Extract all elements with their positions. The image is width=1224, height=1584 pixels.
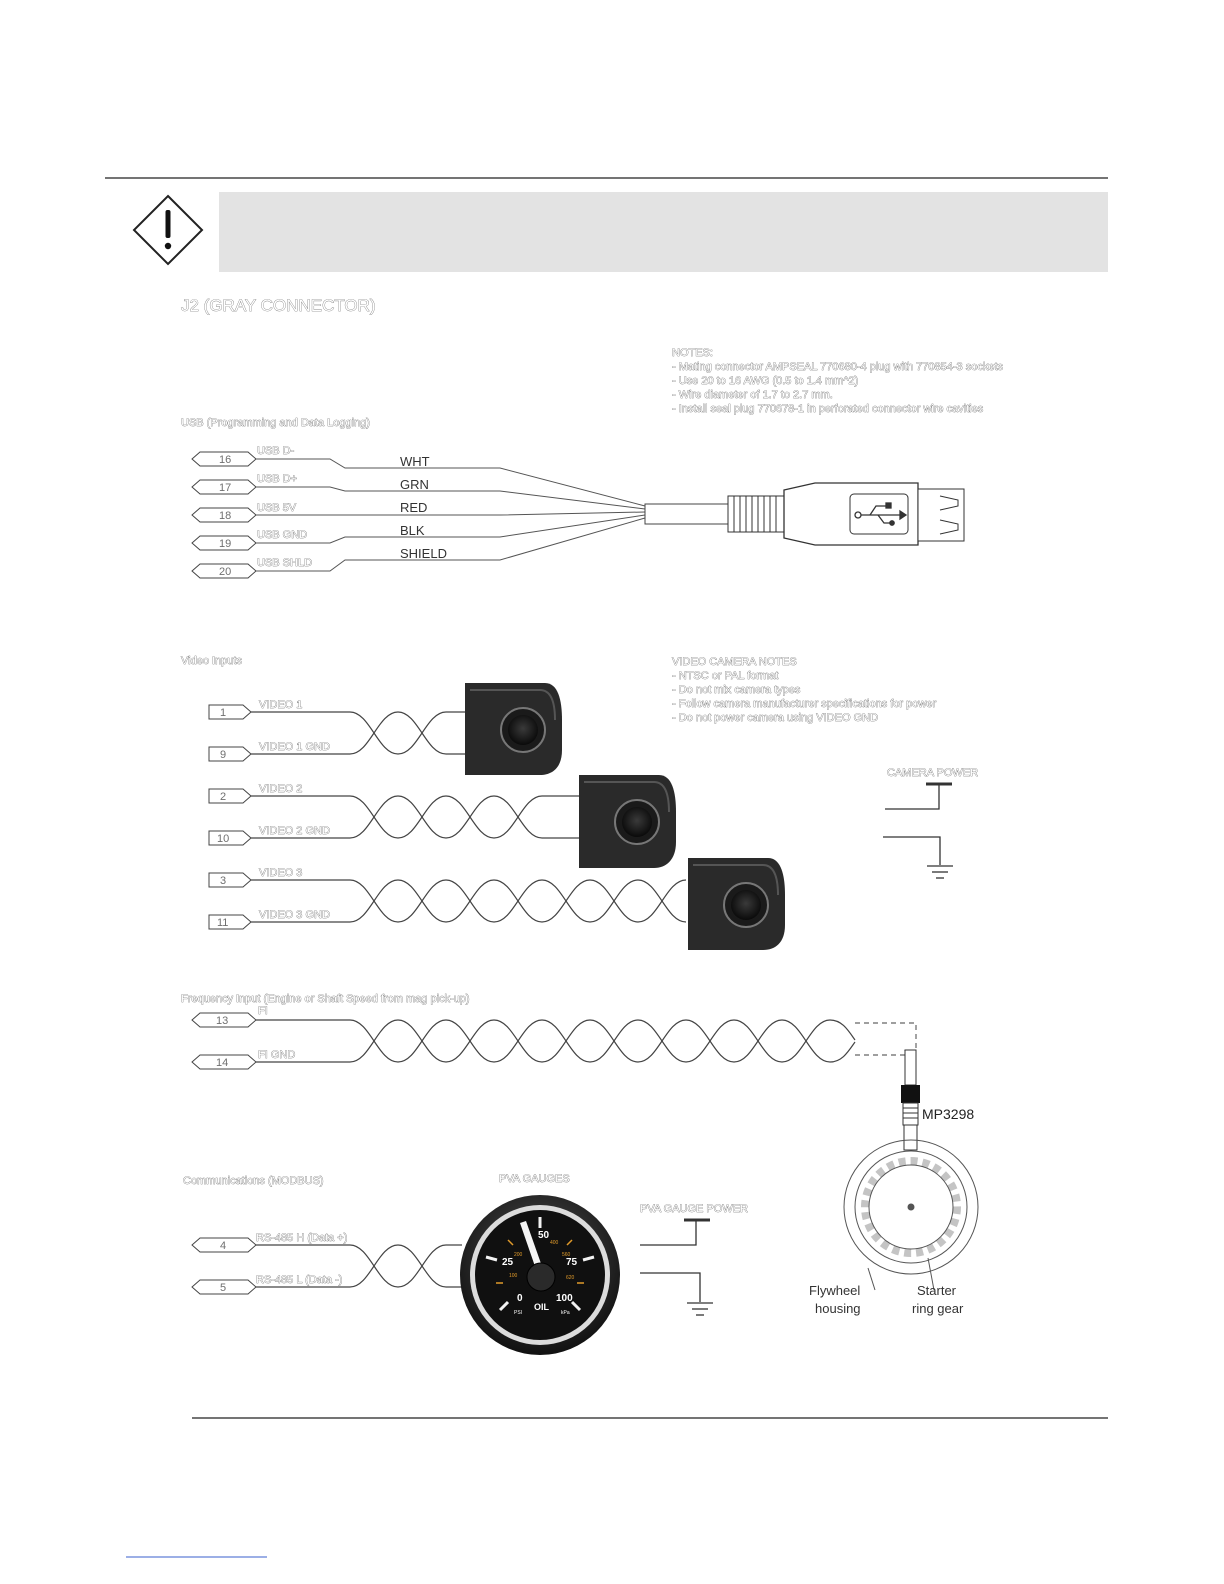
pin-label: RS-485 L (Data -) — [256, 1274, 343, 1286]
ground-icon — [883, 837, 953, 878]
video-notes — [672, 656, 936, 724]
notes-block — [672, 347, 1004, 415]
note-line: - Use 20 to 16 AWG (0.5 to 1.4 mm^2) — [672, 375, 859, 387]
pin-number: 19 — [219, 538, 232, 550]
pin-number: 14 — [216, 1057, 229, 1069]
gauge-tick-label: 100 — [556, 1293, 573, 1304]
usb-wires — [256, 459, 645, 571]
wire-color: RED — [400, 500, 428, 515]
gauge-label: OIL — [534, 1302, 549, 1312]
camera-power-label: CAMERA POWER — [887, 767, 979, 779]
pin-label: USB SHLD — [257, 557, 313, 569]
note-line: - Mating connector AMPSEAL 770680-4 plug with 770854-3 sockets — [672, 361, 1004, 373]
flywheel-label: housing — [815, 1301, 861, 1316]
mag-pickup-sensor — [901, 1050, 920, 1150]
pin-label: VIDEO 2 GND — [259, 825, 330, 837]
usb-plug — [645, 483, 964, 545]
pin-label: VIDEO 3 GND — [259, 909, 330, 921]
gauge-tick-label: 0 — [517, 1293, 523, 1304]
sensor-label: MP3298 — [922, 1106, 975, 1122]
note-line: - Install seal plug 770678-1 in perforated connector wire cavities — [672, 403, 984, 415]
frequency-section-title: Frequency Input (Engine or Shaft Speed from mag pick-up) — [181, 993, 470, 1005]
gauge-tick-label: 25 — [502, 1257, 514, 1268]
camera-2 — [579, 775, 676, 868]
pin-label: FI — [258, 1005, 268, 1017]
pin-number: 20 — [219, 566, 232, 578]
pin-number: 11 — [217, 917, 229, 929]
wire-color: WHT — [400, 454, 430, 469]
gauge-tick-label: 560 — [562, 1252, 571, 1258]
pin-number: 2 — [220, 791, 227, 803]
flywheel-gear — [844, 1140, 978, 1290]
pin-label: FI GND — [258, 1049, 296, 1061]
pin-label: USB D+ — [257, 473, 298, 485]
pin-number: 4 — [220, 1240, 227, 1252]
pin-number: 1 — [220, 707, 227, 719]
oil-pressure-gauge — [460, 1195, 620, 1355]
gauge-tick-label: 75 — [566, 1257, 578, 1268]
gauge-tick-label: 50 — [538, 1230, 550, 1241]
pin-label: VIDEO 3 — [259, 867, 303, 879]
comms-section-title: Communications (MODBUS) — [183, 1175, 324, 1187]
gauge-power-label: PVA GAUGE POWER — [640, 1203, 748, 1215]
pin-label: USB GND — [257, 529, 308, 541]
wire-color: GRN — [400, 477, 429, 492]
wire-color: SHIELD — [400, 546, 447, 561]
gauge-tick-label: 200 — [514, 1252, 523, 1258]
caution-band — [219, 192, 1108, 272]
pin-number: 17 — [219, 482, 232, 494]
camera-power-symbol — [885, 784, 952, 809]
pin-number: 18 — [219, 510, 232, 522]
gauges-title: PVA GAUGES — [499, 1173, 570, 1185]
video-note-line: - Do not mix camera types — [672, 684, 801, 696]
video-note-line: - Follow camera manufacturer specifications for power — [672, 698, 937, 710]
pin-number: 13 — [216, 1015, 229, 1027]
pin-number: 5 — [220, 1282, 227, 1294]
gauge-unit: PSI — [514, 1310, 523, 1316]
pin-label: RS-485 H (Data +) — [256, 1232, 348, 1244]
video-notes-title: VIDEO CAMERA NOTES — [672, 656, 797, 668]
section-title: J2 (GRAY CONNECTOR) — [181, 296, 376, 315]
note-line: - Wire diameter of 1.7 to 2.7 mm. — [672, 389, 833, 401]
warning-diamond-icon — [134, 196, 202, 264]
camera-1 — [465, 683, 562, 775]
video-note-line: - Do not power camera using VIDEO GND — [672, 712, 879, 724]
pin-label: USB D- — [257, 445, 295, 457]
gauge-tick-label: 100 — [509, 1273, 518, 1279]
pin-label: USB 5V — [257, 502, 297, 514]
pin-label: VIDEO 1 GND — [259, 741, 330, 753]
pin-number: 16 — [219, 454, 232, 466]
gauge-power-symbol — [640, 1220, 710, 1245]
ground-icon — [640, 1273, 713, 1315]
flywheel-label: Flywheel — [809, 1283, 861, 1298]
frequency-pins — [192, 1005, 295, 1069]
usb-section-title: USB (Programming and Data Logging) — [181, 417, 370, 429]
pin-number: 9 — [220, 749, 227, 761]
pin-number: 10 — [217, 833, 230, 845]
video-section-title: Video Inputs — [181, 655, 242, 667]
pin-number: 3 — [220, 875, 227, 887]
gauge-tick-label: 400 — [550, 1240, 559, 1246]
ring-gear-label: Starter — [917, 1283, 957, 1298]
gauge-unit: kPa — [561, 1310, 570, 1316]
pin-label: VIDEO 1 — [259, 699, 303, 711]
video-note-line: - NTSC or PAL format — [672, 670, 779, 682]
comms-pins — [192, 1232, 347, 1294]
wire-color: BLK — [400, 523, 425, 538]
frequency-twisted-pair — [256, 1020, 855, 1062]
usb-pins — [192, 445, 312, 578]
pin-label: VIDEO 2 — [259, 783, 303, 795]
ring-gear-label: ring gear — [912, 1301, 964, 1316]
gauge-tick-label: 620 — [566, 1275, 575, 1281]
notes-title: NOTES: — [672, 347, 713, 359]
video-pins — [209, 699, 330, 929]
camera-3 — [688, 858, 785, 950]
